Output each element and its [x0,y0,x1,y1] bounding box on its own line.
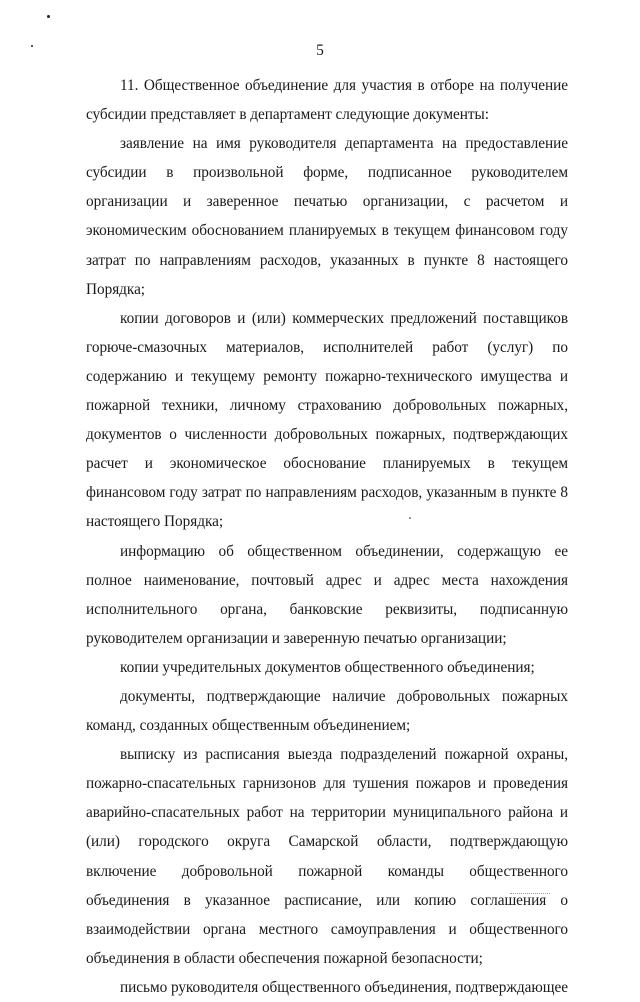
paragraph-fire-teams: документы, подтверждающие наличие добровольных пожарных команд, созданных общественным объединением; [86,687,568,735]
paragraph-contracts: копии договоров и (или) коммерческих предложений поставщиков горюче-смазочных материалов, исполнителей работ (услуг) по содержанию и текущему ремонту пожарно-технического имущества и пожарной техники, личному страхованию добровольных пожарных, документов о численности добровольных пожарных, подтверждающих расчет и экономическое обоснование планируемых в текущем финансовом году затрат по направлениям расходов, указанным в пункте 8 настоящего Порядка; [86,309,568,531]
page-number: 5 [316,42,324,59]
paragraph-schedule-extract: выписку из расписания выезда подразделений пожарной охраны, пожарно-спасательных гарнизонов для тушения пожаров и проведения аварийно-спасательных работ на территории муниципального района и (или) городского округа Самарской области, подтверждающую включение добровольной пожарной команды общественного объединения в указанное расписание, или копию соглашения о взаимодействии органа местного самоуправления и общественного объединения в области обеспечения пожарной безопасности; [86,746,568,967]
paragraph-founding-documents: копии учредительных документов общественного объединения; [120,658,535,676]
paragraph-organization-info: информацию об общественном объединении, содержащую ее полное наименование, почтовый адрес и адрес места нахождения исполнительного органа, банковские реквизиты, подписанную руководителем организации и заверенную печатью организации; [86,542,568,647]
scan-speck [47,15,50,18]
paragraph-application: заявление на имя руководителя департамента на предоставление субсидии в произвольной форме, подписанное руководителем организации и заверенное печатью организации, с расчетом и экономическим обоснованием планируемых в текущем финансовом году затрат по направлениям расходов, указанных в пункте 8 настоящего Порядка; [86,135,568,298]
document-body [86,71,568,1002]
scan-noise [510,893,550,896]
paragraph-letter: письмо руководителя общественного объединения, подтверждающее [120,978,568,996]
paragraph-intro: 11. Общественное объединение для участия в отборе на получение субсидии представляет в департамент следующие документы: [86,77,568,124]
